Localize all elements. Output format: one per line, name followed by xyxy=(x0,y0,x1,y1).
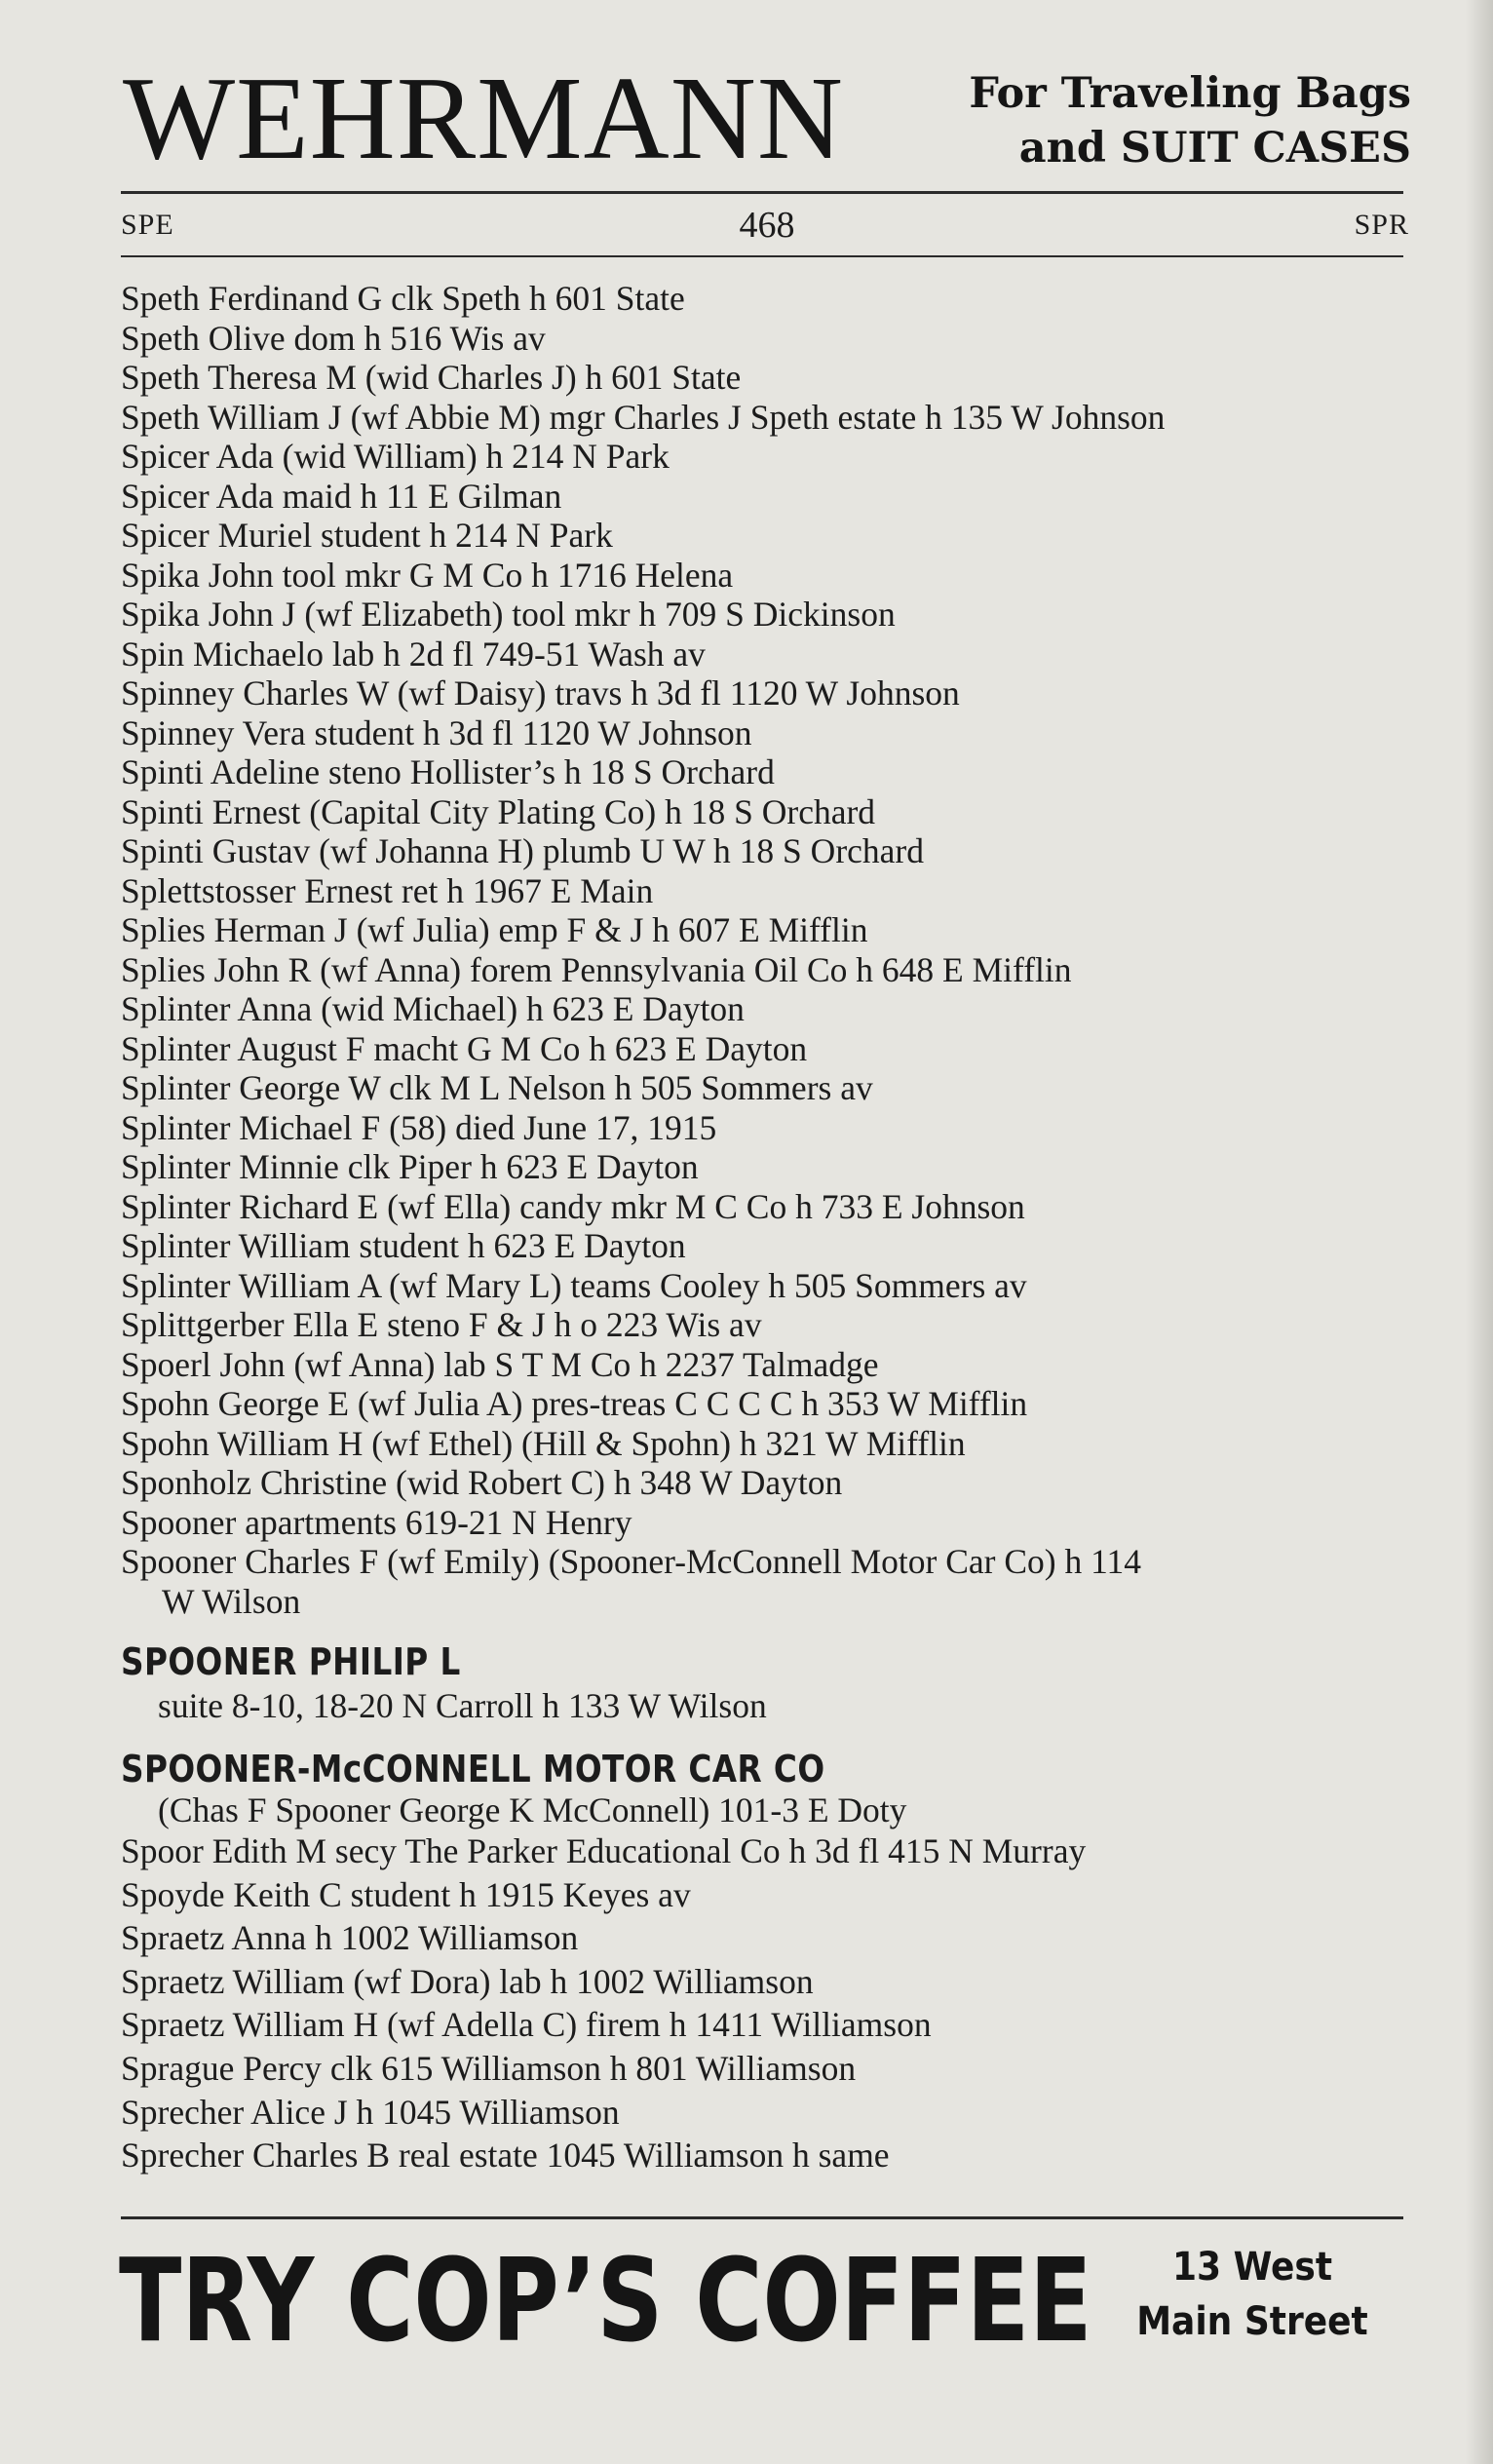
tagline-line-2: and SUIT CASES xyxy=(1018,124,1411,173)
list-item: Spika John J (wf Elizabeth) tool mkr h 709 S Dickinson xyxy=(121,595,896,634)
list-item: Splinter William A (wf Mary L) teams Cooley h 505 Sommers av xyxy=(121,1265,1027,1305)
footer-rule xyxy=(121,2216,1403,2219)
bold-listing-detail: (Chas F Spooner George K McConnell) 101-3 E Doty xyxy=(158,1790,907,1829)
list-item: Sprecher Alice J h 1045 Williamson xyxy=(121,2092,620,2132)
address-line-1: 13 West xyxy=(1171,2245,1333,2290)
header-rule-top xyxy=(121,191,1403,194)
list-item: Spohn George E (wf Julia A) pres-treas C C C C h 353 W Mifflin xyxy=(121,1384,1028,1423)
advertiser-tagline xyxy=(904,66,1411,175)
list-item: Splinter Michael F (58) died June 17, 1915 xyxy=(121,1107,717,1147)
list-item: Splies John R (wf Anna) forem Pennsylvania Oil Co h 648 E Mifflin xyxy=(121,949,1072,989)
list-item: Splies Herman J (wf Julia) emp F & J h 607 E Mifflin xyxy=(121,910,868,949)
directory-listing xyxy=(121,279,1413,2177)
footer-address xyxy=(1103,2240,1401,2349)
list-item: Splinter Anna (wid Michael) h 623 E Dayton xyxy=(121,989,745,1028)
list-item: Splettstosser Ernest ret h 1967 E Main xyxy=(121,870,654,910)
bold-listing-detail: suite 8-10, 18-20 N Carroll h 133 W Wilson xyxy=(158,1686,767,1725)
list-item: Spicer Ada maid h 11 E Gilman xyxy=(121,476,562,516)
list-item xyxy=(121,1542,1413,1621)
list-item: Spinti Ernest (Capital City Plating Co) h 18 S Orchard xyxy=(121,791,876,831)
list-item: Speth William J (wf Abbie M) mgr Charles J Speth estate h 135 W Johnson xyxy=(121,397,1166,437)
tagline-line-1: For Traveling Bags xyxy=(969,69,1411,118)
list-item: Splittgerber Ella E steno F & J h o 223 Wis av xyxy=(121,1305,762,1344)
header-rule-bottom xyxy=(121,255,1403,257)
list-item: Splinter Minnie clk Piper h 623 E Dayton xyxy=(121,1147,699,1186)
bold-listing-name: SPOONER-McCONNELL MOTOR CAR CO xyxy=(121,1748,825,1790)
list-item: Splinter Richard E (wf Ella) candy mkr M C Co h 733 E Johnson xyxy=(121,1186,1025,1226)
entry-line: Spooner Charles F (wf Emily) (Spooner-McConnell Motor Car Co) h 114 xyxy=(121,1542,1142,1581)
list-item: Spoyde Keith C student h 1915 Keyes av xyxy=(121,1874,691,1914)
top-advertisement xyxy=(121,53,1413,184)
list-item: Spicer Ada (wid William) h 214 N Park xyxy=(121,437,670,476)
footer-slogan: TRY COP’S COFFEE xyxy=(119,2233,1092,2368)
bold-listing-name: SPOONER PHILIP L xyxy=(121,1640,461,1683)
running-head xyxy=(121,201,1413,250)
list-item: Speth Ferdinand G clk Speth h 601 State xyxy=(121,279,685,318)
list-item: Spraetz William (wf Dora) lab h 1002 Williamson xyxy=(121,1961,814,2001)
page-edge-shadow xyxy=(1466,0,1493,2464)
list-item: Spika John tool mkr G M Co h 1716 Helena xyxy=(121,555,734,595)
list-item: Sprague Percy clk 615 Williamson h 801 Williamson xyxy=(121,2048,857,2088)
page-number: 468 xyxy=(739,205,795,246)
guide-word-left: SPE xyxy=(121,209,174,241)
list-item: Spinti Adeline steno Hollister’s h 18 S Orchard xyxy=(121,752,775,791)
entry-continuation: W Wilson xyxy=(162,1581,301,1621)
list-item: Spicer Muriel student h 214 N Park xyxy=(121,516,613,555)
bottom-advertisement xyxy=(119,2232,1415,2378)
list-item: Splinter August F macht G M Co h 623 E Dayton xyxy=(121,1028,808,1068)
advertiser-name: WEHRMANN xyxy=(123,53,844,184)
entries-group-b xyxy=(121,1829,1413,2177)
list-item: Spinney Vera student h 3d fl 1120 W Johnson xyxy=(121,712,752,752)
list-item: Spin Michaelo lab h 2d fl 749-51 Wash av xyxy=(121,634,706,674)
guide-word-right: SPR xyxy=(1354,209,1409,241)
list-item: Spraetz William H (wf Adella C) firem h 1411 Williamson xyxy=(121,2005,932,2045)
list-item: Spoerl John (wf Anna) lab S T M Co h 2237 Talmadge xyxy=(121,1344,879,1384)
list-item: Sponholz Christine (wid Robert C) h 348 W Dayton xyxy=(121,1463,843,1502)
list-item: Spraetz Anna h 1002 Williamson xyxy=(121,1918,579,1958)
list-item: Sprecher Charles B real estate 1045 Williamson h same xyxy=(121,2136,890,2175)
list-item: Splinter George W clk M L Nelson h 505 Sommers av xyxy=(121,1068,873,1107)
list-item: Speth Theresa M (wid Charles J) h 601 State xyxy=(121,358,742,397)
list-item: Spinti Gustav (wf Johanna H) plumb U W h 18 S Orchard xyxy=(121,831,924,870)
list-item: Spohn William H (wf Ethel) (Hill & Spohn) h 321 W Mifflin xyxy=(121,1423,966,1463)
list-item: Spoor Edith M secy The Parker Educational Co h 3d fl 415 N Murray xyxy=(121,1831,1087,1870)
list-item: Spinney Charles W (wf Daisy) travs h 3d fl 1120 W Johnson xyxy=(121,674,960,712)
list-item: Spooner apartments 619-21 N Henry xyxy=(121,1502,632,1542)
list-item: Splinter William student h 623 E Dayton xyxy=(121,1226,686,1265)
address-line-2: Main Street xyxy=(1136,2299,1368,2344)
entries-group-a xyxy=(121,279,1413,1542)
list-item: Speth Olive dom h 516 Wis av xyxy=(121,318,546,358)
